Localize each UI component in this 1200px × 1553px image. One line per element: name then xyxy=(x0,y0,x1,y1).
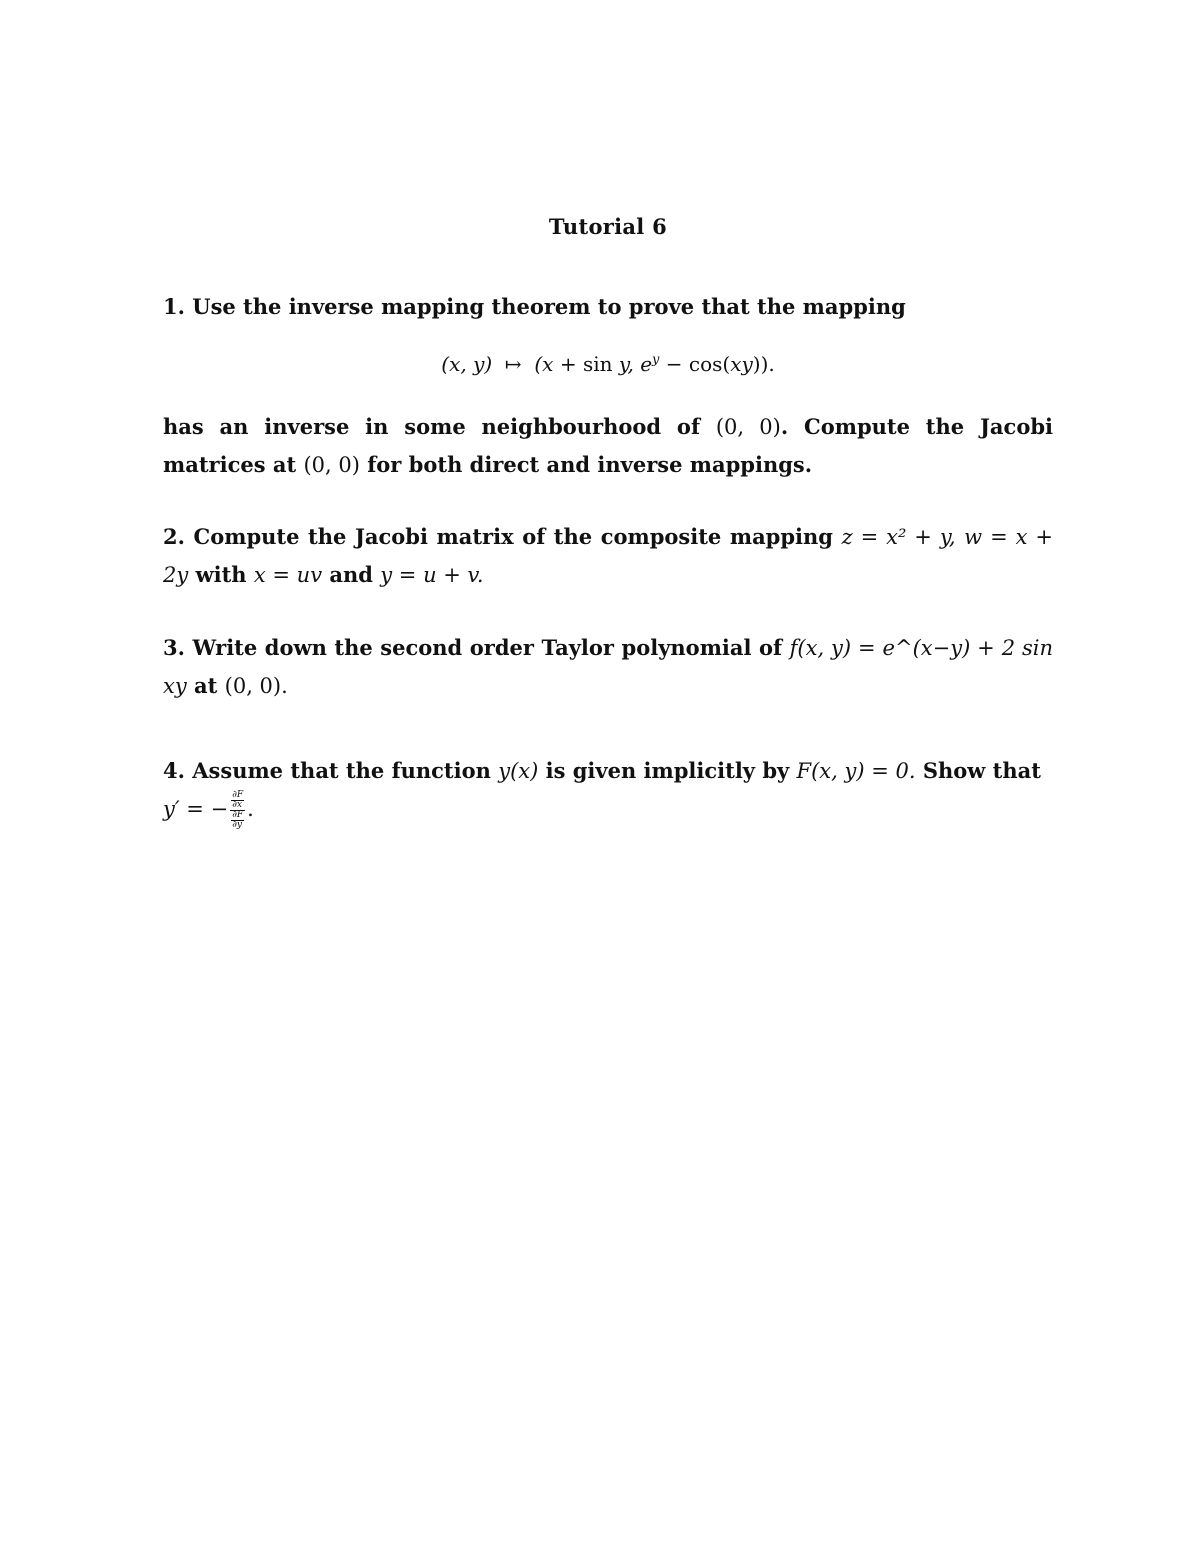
problem-3-text-a: Write down the second order Taylor polynomial of xyxy=(192,635,783,660)
problem-3-formula: f(x, y) = e^(x−y) + 2 sin xy xyxy=(163,636,1054,698)
problem-4-text-c: Show that xyxy=(922,758,1041,783)
problem-4-frac-den-num: ∂F xyxy=(232,810,244,820)
problem-1-text-b: . Compute the Jacobi matrices at xyxy=(163,414,1053,477)
problem-1-point-a: (0, 0) xyxy=(715,415,781,439)
problem-2-text-c: and xyxy=(329,562,373,587)
problem-4-text-a: Assume that the function xyxy=(192,758,491,783)
problem-3-number: 3. xyxy=(163,635,185,660)
problem-3-text-b: at xyxy=(194,673,218,698)
problem-3 xyxy=(163,629,1053,705)
problem-4: 4. Assume that the function y(x) is given implicitly by F(x, y) = 0. Show that y′ = − $\frac{\frac{\partial F}{\partial x}}{\frac{\partial F}{\partial y}}$ . xyxy=(163,758,1041,830)
problem-1-text-a: has an inverse in some neighbourhood of xyxy=(163,414,700,439)
problem-4-formula-yx: y(x) xyxy=(498,759,539,783)
problem-1-point-b: (0, 0) xyxy=(303,453,360,477)
problem-1-intro-text: Use the inverse mapping theorem to prove that the mapping xyxy=(192,294,906,319)
problem-4-frac-den-den: ∂y xyxy=(232,820,242,830)
problem-2-formula-x: x = uv xyxy=(253,563,323,587)
problem-4-formula-f: F(x, y) = 0. xyxy=(796,759,916,783)
problem-2-text-a: Compute the Jacobi matrix of the composite mapping xyxy=(193,524,833,549)
problem-2-formula-w: w = x + 2y xyxy=(163,525,1054,587)
problem-3-point: (0, 0). xyxy=(224,674,288,698)
problem-4-result-fraction xyxy=(230,791,245,830)
problem-2-number: 2. xyxy=(163,524,185,549)
problem-2-text-b: with xyxy=(195,562,247,587)
problem-1-display-formula: (x, y) ↦ (x + sin y, $e^y - \cos(xy)$). xyxy=(441,352,775,376)
problem-4-frac-num-num: ∂F xyxy=(232,790,244,800)
problem-4-number: 4. xyxy=(163,758,185,783)
problem-4-result-lhs: y′ = − xyxy=(163,797,229,821)
problem-1-number: 1. xyxy=(163,294,185,319)
problem-2 xyxy=(163,518,1053,594)
problem-2-formula-y: y = u + v. xyxy=(380,563,484,587)
page-title: Tutorial 6 xyxy=(548,214,668,239)
problem-1-text-c: for both direct and inverse mappings. xyxy=(367,452,813,477)
problem-4-text-b: is given implicitly by xyxy=(545,758,790,783)
problem-2-formula-z: z = x² + y, xyxy=(841,525,956,549)
problem-4-frac-num-den: ∂x xyxy=(232,800,242,810)
problem-1-intro xyxy=(163,288,1053,325)
problem-1-body xyxy=(163,408,1053,484)
